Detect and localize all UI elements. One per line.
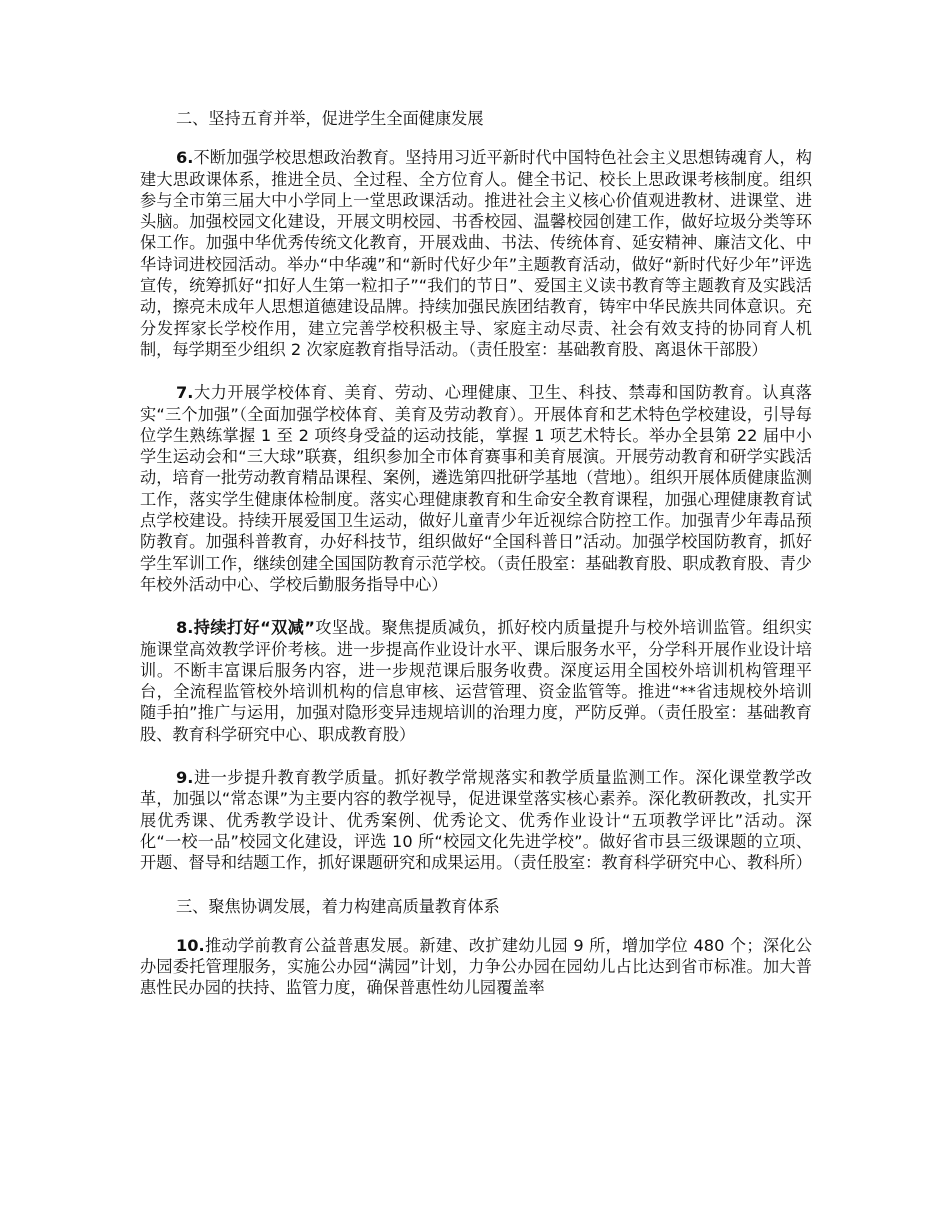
item-number: 7.: [176, 383, 194, 403]
section-heading-3: 三、聚焦协调发展，着力构建高质量教育体系: [176, 896, 500, 916]
item-text: 进一步提升教育教学质量。抓好教学常规落实和教学质量监测工作。深化课堂教学改革，加强以“常态课”为主要内容的教学视导，促进课堂落实核心素养。深化教研教改，扎实开展优秀课、优秀教学设计、优秀案例、优秀论文、优秀作业设计“五项教学评比”活动。深化“一校一品”校园文化建设，评选 10 所“校园文化先进学校”。做好省市县三级课题的立项、开题、督导和结题工作，抓好课题研究和成果运用。（责任股室：教育科学研究中心、教科所）: [140, 768, 812, 873]
section-heading-2: 二、坚持五育并举，促进学生全面健康发展: [176, 109, 484, 128]
paragraph-item-9: [140, 767, 812, 873]
paragraph-item-8: [140, 617, 812, 745]
item-number: 6.: [176, 148, 194, 168]
document-page: [140, 108, 812, 1021]
item-number: 9.: [176, 768, 194, 788]
paragraph-item-6: [140, 147, 812, 360]
item-text: 不断加强学校思想政治教育。坚持用习近平新时代中国特色社会主义思想铸魂育人，构建大思政课体系，推进全员、全过程、全方位育人。健全书记、校长上思政课考核制度。组织参与全市第三届大中小学同上一堂思政课活动。推进社会主义核心价值观进教材、进课堂、进头脑。加强校园文化建设，开展文明校园、书香校园、温馨校园创建工作，做好垃圾分类等环保工作。加强中华优秀传统文化教育，开展戏曲、书法、传统体育、延安精神、廉洁文化、中华诗词进校园活动。举办“中华魂”和“新时代好少年”主题教育活动，做好“新时代好少年”评选宣传，统筹抓好“扣好人生第一粒扣子”“我们的节日”、爱国主义读书教育等主题教育及实践活动，擦亮未成年人思想道德建设品牌。持续加强民族团结教育，铸牢中华民族共同体意识。充分发挥家长学校作用，建立完善学校积极主导、家庭主动尽责、社会有效支持的协同育人机制，每学期至少组织 2 次家庭教育指导活动。（责任股室：基础教育股、离退休干部股）: [140, 148, 812, 359]
item-number: 8.持续打好“双减”: [176, 618, 315, 638]
item-text: 攻坚战。聚焦提质减负，抓好校内质量提升与校外培训监管。组织实施课堂高效教学评价考核。进一步提高作业设计水平、课后服务水平，分学科开展作业设计培训。不断丰富课后服务内容，进一步规范课后服务收费。深度运用全国校外培训机构管理平台，全流程监管校外培训机构的信息审核、运营管理、资金监管等。推进“**省违规校外培训随手拍”推广与运用，加强对隐形变异违规培训的治理力度，严防反弹。（责任股室：基础教育股、教育科学研究中心、职成教育股）: [140, 618, 812, 744]
item-text: 大力开展学校体育、美育、劳动、心理健康、卫生、科技、禁毒和国防教育。认真落实“三个加强”（全面加强学校体育、美育及劳动教育）。开展体育和艺术特色学校建设，引导每位学生熟练掌握 1 至 2 项终身受益的运动技能，掌握 1 项艺术特长。举办全县第 22 届中小学生运动会和“三大球”联赛，组织参加全市体育赛事和美育展演。开展劳动教育和研学实践活动，培育一批劳动教育精品课程、案例，遴选第四批研学基地（营地）。组织开展体质健康监测工作，落实学生健康体检制度。落实心理健康教育和生命安全教育课程，加强心理健康教育试点学校建设。持续开展爱国卫生运动，做好儿童青少年近视综合防控工作。加强青少年毒品预防教育。加强科普教育，办好科技节，组织做好“全国科普日”活动。加强学校国防教育，抓好学生军训工作，继续创建全国国防教育示范学校。（责任股室：基础教育股、职成教育股、青少年校外活动中心、学校后勤服务指导中心）: [140, 383, 812, 594]
item-text: 推动学前教育公益普惠发展。新建、改扩建幼儿园 9 所，增加学位 480 个；深化公办园委托管理服务，实施公办园“满园”计划，力争公办园在园幼儿占比达到省市标准。加大普惠性民办园的扶持、监管力度，确保普惠性幼儿园覆盖率: [140, 935, 812, 998]
paragraph-item-7: [140, 382, 812, 595]
paragraph-item-10: [140, 935, 812, 999]
item-number: 10.: [176, 935, 205, 955]
